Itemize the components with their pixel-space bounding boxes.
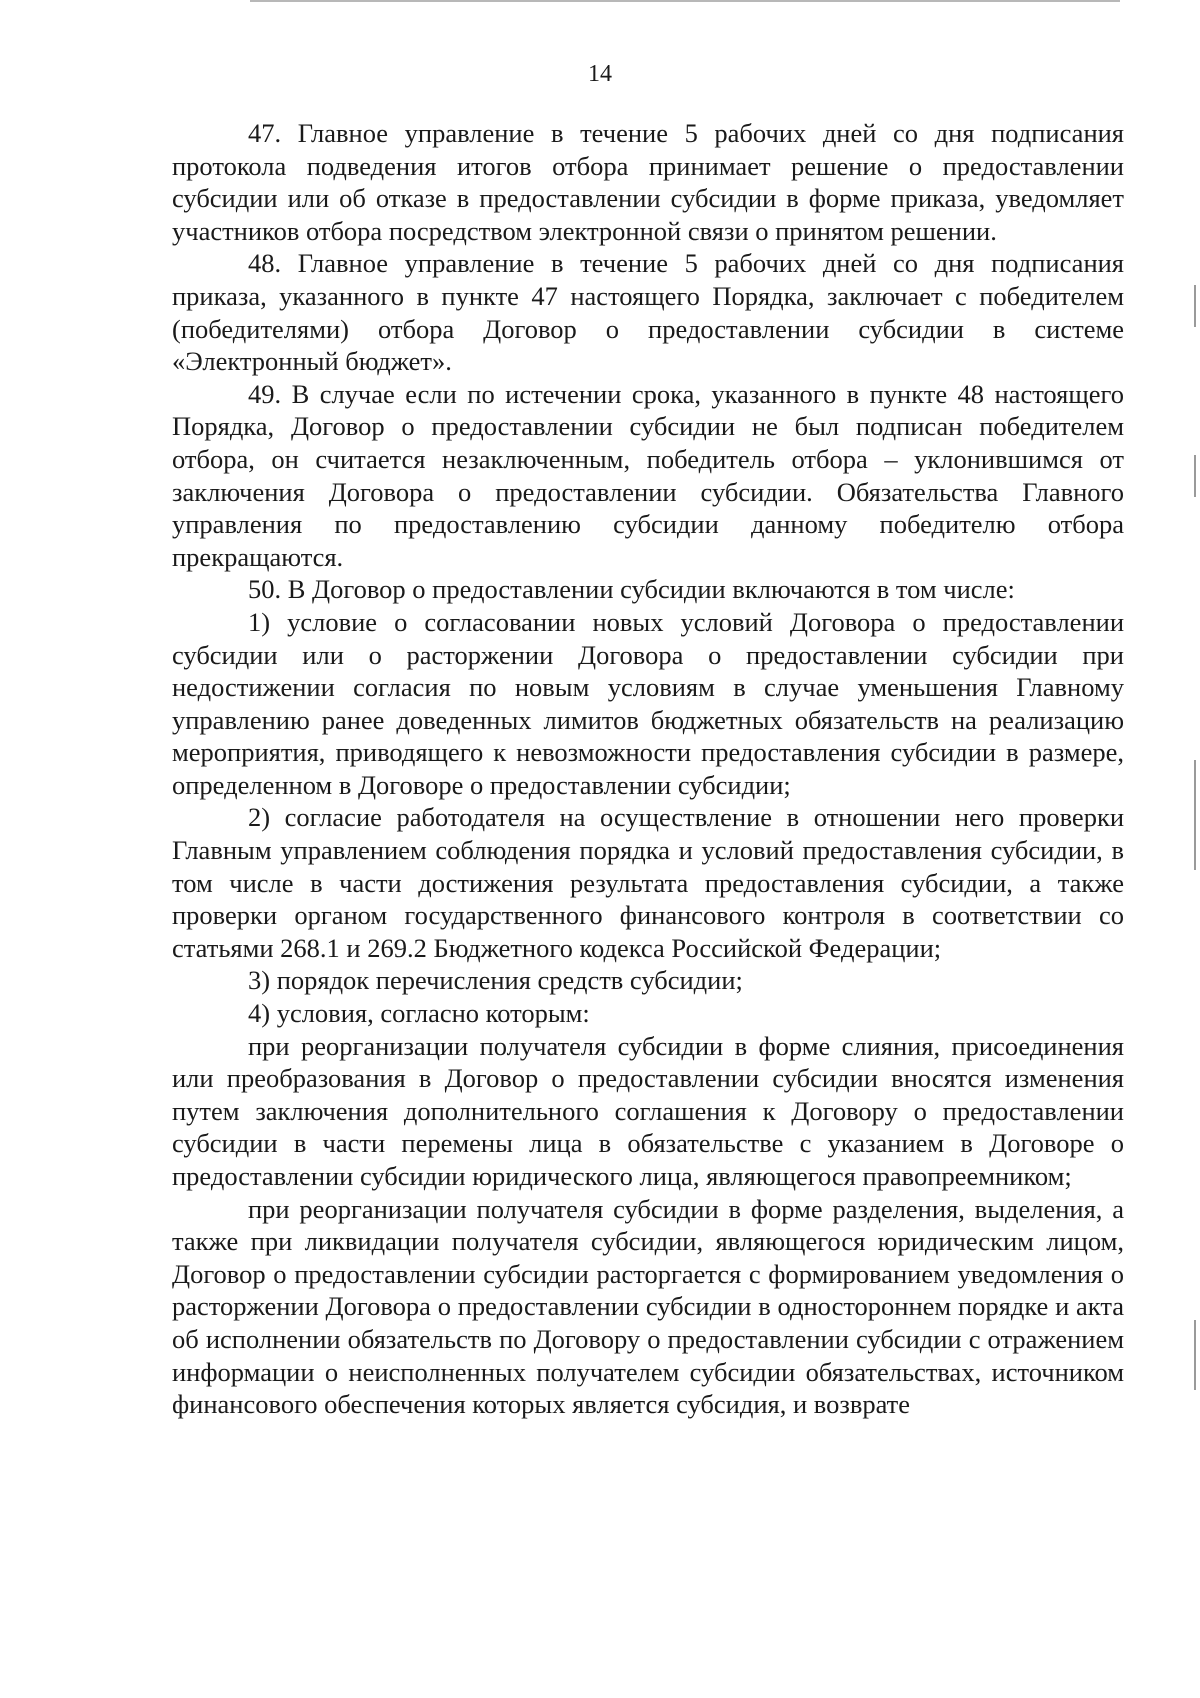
condition-merger: при реорганизации получателя субсидии в форме слияния, присоединения или преобразования в Договор о предоставлении субсидии вносятся изменения путем заключения дополнительного соглашения к Договору о предоставлении субсидии в части перемены лица в обязательстве с указанием в Договоре о предоставлении субсидии юридического лица, являющегося правопреемником; bbox=[172, 1030, 1124, 1191]
scan-right-edge-mark bbox=[1194, 285, 1196, 327]
scan-right-edge-mark bbox=[1194, 760, 1196, 870]
condition-division: при реорганизации получателя субсидии в форме разделения, выделения, а также при ликвидации получателя субсидии, являющегося юридическим лицом, Договор о предоставлении субсидии расторгается с формированием уведомления о расторжении Договора о предоставлении субсидии в одностороннем порядке и акта об исполнении обязательств по Договору о предоставлении субсидии с отражением информации о неисполненных получателем субсидии обязательствах, источником финансового обеспечения которых является субсидия, и возврате bbox=[172, 1193, 1124, 1420]
list-item-1: 1) условие о согласовании новых условий Договора о предоставлении субсидии или о расторжении Договора о предоставлении субсидии при недостижении согласия по новым условиям в случае уменьшения Главному управлению ранее доведенных лимитов бюджетных обязательств на реализацию мероприятия, приводящего к невозможности предоставления субсидии в размере, определенном в Договоре о предоставлении субсидии; bbox=[172, 606, 1124, 800]
paragraph-48: 48. Главное управление в течение 5 рабочих дней со дня подписания приказа, указанного в пункте 47 настоящего Порядка, заключает с победителем (победителями) отбора Договор о предоставлении субсидии в системе «Электронный бюджет». bbox=[172, 248, 1124, 377]
scan-right-edge-mark bbox=[1194, 1320, 1196, 1390]
scan-top-edge bbox=[250, 0, 1120, 2]
list-item-4: 4) условия, согласно которым: bbox=[248, 998, 590, 1029]
paragraph-49: 49. В случае если по истечении срока, указанного в пункте 48 настоящего Порядка, Договор о предоставлении субсидии не был подписан победителем отбора, он считается незаключенным, победитель отбора – уклонившимся от заключения Договора о предоставлении субсидии. Обязательства Главного управления по предоставлению субсидии данному победителю отбора прекращаются. bbox=[172, 378, 1124, 572]
list-item-2: 2) согласие работодателя на осуществление в отношении него проверки Главным управлением соблюдения порядка и условий предоставления субсидии, в том числе в части достижения результата предоставления субсидии, а также проверки органом государственного финансового контроля в соответствии со статьями 268.1 и 269.2 Бюджетного кодекса Российской Федерации; bbox=[172, 802, 1124, 963]
document-body bbox=[172, 117, 1124, 1421]
page-number: 14 bbox=[588, 61, 612, 87]
paragraph-50: 50. В Договор о предоставлении субсидии включаются в том числе: bbox=[248, 574, 1015, 605]
scan-right-edge-mark bbox=[1194, 455, 1196, 497]
paragraph-47: 47. Главное управление в течение 5 рабочих дней со дня подписания протокола подведения итогов отбора принимает решение о предоставлении субсидии или об отказе в предоставлении субсидии в форме приказа, уведомляет участников отбора посредством электронной связи о принятом решении. bbox=[172, 118, 1124, 246]
list-item-3: 3) порядок перечисления средств субсидии; bbox=[248, 965, 743, 996]
